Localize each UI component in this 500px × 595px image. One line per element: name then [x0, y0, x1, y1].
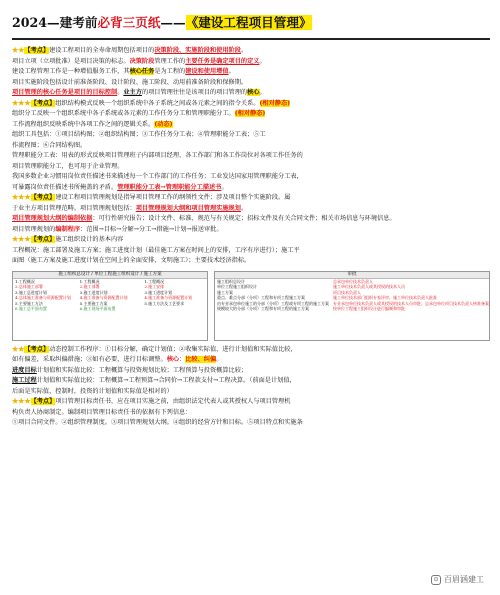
text-span: 后面是实际值，控制时，投资的计划值和实际值是相对的）	[12, 387, 173, 395]
figure-row	[12, 271, 490, 341]
text-span: 。	[240, 204, 248, 212]
content-body	[12, 46, 490, 429]
text-span: 建设工程项目的全寿命周期包括项目的	[49, 47, 155, 54]
text-line	[12, 376, 490, 387]
text-span: 施工过程	[12, 377, 37, 384]
text-span: ——	[160, 15, 186, 30]
text-span: 2.总体施工部署	[15, 284, 43, 289]
text-span: 组织结构模式反映一个组织系统中各子系统之间或各元素之间的指令关系。	[55, 99, 260, 107]
text-span: 计划值和实际值比较：工程概算→工程预算→合同价→工程款支付→工程决算。（前面是计划值，	[36, 377, 296, 384]
approval-table	[214, 271, 490, 341]
construction-org-design-table	[12, 271, 208, 341]
text-span: 项目管理职能分工，也可用于企业管理。	[12, 162, 124, 170]
text-line	[12, 78, 490, 89]
text-line	[12, 141, 490, 152]
text-line	[12, 183, 490, 194]
text-span: 2.施工安排	[144, 284, 165, 289]
text-line	[12, 214, 490, 225]
text-span: 2024—建考前	[12, 15, 98, 30]
text-span: 我国多数企业习惯用岗位责任描述书来描述每一个工作部门的工作任务；工业发达国家用管理职能分工表，	[12, 173, 303, 180]
text-line	[12, 235, 490, 246]
text-span: 6.施工现场平面布置	[79, 306, 116, 311]
text-line	[12, 397, 490, 408]
text-span: 。	[221, 183, 228, 191]
text-span: ★★★	[12, 236, 31, 243]
text-span: 管理职能分工表→管理职能分工描述书	[117, 183, 222, 191]
text-line	[12, 345, 490, 356]
text-span: (相对静态)	[234, 110, 266, 117]
text-span: 施工组织总设计 / 单位工程施工组织设计 / 施工方案	[13, 272, 207, 279]
text-span: 项目管理的核心任务是项目的目标控制	[12, 89, 118, 96]
text-span: ★★	[12, 47, 25, 54]
text-span: 构负责人协商制定。编制项目管理目标责任书的依据有下列信息：	[12, 408, 192, 416]
text-span: 编制程序	[55, 225, 81, 233]
table-grid	[13, 279, 207, 312]
text-span	[142, 306, 207, 312]
text-line	[12, 256, 490, 267]
text-span: 工作流程组织反映系统中各项工作之间的逻辑关系。	[12, 120, 155, 128]
text-span: 面图（施工方案及施工进度计划在空间上的全面安排，文明施工）；主要技术经济指标。	[12, 257, 251, 264]
text-span: 2.施工部署	[79, 284, 100, 289]
text-line	[12, 67, 490, 78]
text-span: 项目管理规划大纲的编制依据	[12, 215, 93, 222]
text-line	[12, 172, 490, 183]
text-line	[12, 151, 490, 162]
text-span: 。	[240, 47, 248, 54]
text-span: 总承包单位技术负责人	[333, 278, 373, 284]
text-span: 【考点】	[30, 236, 56, 243]
text-span: 4.施工准备与资源配置计划	[79, 295, 128, 300]
text-span: 【考点】	[24, 345, 50, 353]
text-line	[12, 246, 490, 257]
text-span: 决策阶段	[129, 57, 155, 65]
text-span: 3.施工总进度计划	[15, 289, 47, 295]
text-line	[12, 225, 490, 236]
text-span: 专业承包单位技术负责人或其授权的技术人员审批；总承包单位项目技术负责人核准备案	[333, 300, 489, 306]
text-span: 管理职能分工表：用表的形式反映项目管理班子内部项目经理、各工作部门和各工作岗位对各项工作任务的	[12, 152, 303, 159]
text-span: 。	[259, 57, 266, 65]
text-line	[12, 193, 490, 204]
text-span: 必背三页纸	[97, 15, 161, 30]
text-span: 。	[117, 89, 124, 96]
text-span: 5.主要施工方案	[79, 300, 108, 306]
text-span: 单位工程施工组织设计	[217, 284, 257, 289]
text-line	[12, 418, 490, 429]
text-span: 核心	[166, 356, 180, 363]
text-line	[12, 120, 490, 131]
text-span: 按单位工程施工组织设计进行编制和审批	[333, 306, 405, 311]
text-span: 规模较大的分部（分项）工程和专项工程的施工方案	[217, 306, 309, 311]
table-grid	[215, 279, 489, 312]
text-span: ：	[179, 356, 186, 363]
text-span: 业主方	[123, 89, 142, 96]
text-span: 项目管理目标责任书，应在项目实施之前，由组织法定代表人或其授权人与项目管理机	[55, 398, 291, 405]
text-span: 项目管理规划的	[12, 225, 56, 233]
text-span: 建设和使用增值	[185, 68, 229, 75]
text-span: 于业主方项目管理范畴。项目管理规划包括：	[12, 204, 136, 212]
text-span: 计划值和实际值比较：工程概算与投资规划比较；工程预算与投资概算比较；	[36, 366, 248, 374]
text-span: ：可行性研究报告；设计文件、标准、规范与有关规定；招标文件及有关合同文件；相关市场信息与环境信息。	[92, 215, 396, 222]
text-span: 施工单位技术负责人或其授权的技术人员	[333, 284, 405, 289]
text-span: 作流程图；⑥合同结构图。	[12, 141, 87, 149]
text-line	[12, 109, 490, 120]
text-span: 。	[216, 356, 223, 363]
text-span: 如有偏差，采取纠偏措施；③如有必要，进行目标调整。	[12, 356, 167, 363]
text-line	[12, 88, 490, 99]
text-span: 比较、纠偏	[185, 356, 217, 363]
text-span: ★★	[12, 345, 25, 353]
text-span: 是为工程的	[154, 68, 186, 75]
text-span: 1.工程概况	[144, 278, 165, 284]
text-span: 组织工具包括：①项目结构图；②组织结构图；③工作任务分工表；④管理职能分工表；⑤工	[12, 131, 266, 138]
text-span: 工程概况：施工部署及施工方案；施工进度计划（最佳施工方案在时间上的安排，工序有序进行）；施工平	[12, 246, 300, 254]
text-span: 核心	[247, 89, 260, 96]
text-line	[12, 46, 490, 57]
text-span: 项目立项（立项批准）是项目决策的标志。	[12, 57, 130, 65]
text-span: 项目实施阶段包括设计前准备阶段、设计阶段、施工阶段、动用前准备阶段和保修期。	[12, 78, 248, 86]
text-span: 动态控制工作程序：①目标分解，确定计划值；②收集实际值，进行计划值和实际值比较，	[49, 345, 297, 353]
text-span: 组织分工反映一个组织系统中各子系统或各元素的工作任务分工和管理职能分工。	[12, 110, 235, 117]
text-span: 【考点】	[24, 47, 50, 54]
text-span: 由专业承包单位施工的分部（分项）工程或专项工程的施工方案	[217, 300, 329, 306]
text-line	[12, 162, 490, 173]
text-span: (相对静态)	[259, 99, 291, 107]
text-span: 决策阶段、实施阶段和使用阶段	[154, 47, 241, 54]
text-span: 审批	[215, 272, 489, 279]
text-span: 施工组织总设计	[217, 278, 245, 284]
text-line	[12, 408, 490, 419]
text-span: 。	[228, 68, 235, 75]
text-line	[12, 99, 490, 110]
text-span: ★★★	[12, 398, 31, 405]
text-span: 核心任务	[129, 68, 155, 75]
text-span: 的项目管理往往是该项目的项目管理的	[141, 89, 248, 96]
text-line	[12, 355, 490, 366]
text-span: 3.施工进度计划	[144, 289, 173, 295]
text-line	[12, 204, 490, 215]
watermark	[431, 574, 484, 585]
page-title	[12, 14, 490, 32]
text-span: 施工方案	[217, 289, 233, 295]
text-span: 【考点】	[30, 99, 56, 107]
text-span: 建设工程项目管理规划是指导项目管理工作的纲领性文件；涉及项目整个实施阶段。属	[55, 194, 291, 201]
text-span: 建设工程管理工作是一种增值服务工作，其	[12, 68, 130, 75]
text-span: (动态)	[154, 120, 173, 128]
text-span: 5.施工方法及工艺要求	[144, 300, 185, 306]
text-line	[12, 366, 490, 377]
document-page	[12, 14, 490, 588]
text-span: ★★★	[12, 99, 31, 107]
text-line	[12, 387, 490, 398]
text-span: 5.主要施工方法	[15, 300, 43, 306]
text-span: 项目技术负责人	[333, 289, 361, 295]
title-rule	[12, 38, 490, 40]
text-span: 《建设工程项目管理》	[185, 15, 312, 30]
text-span: 主要任务是确定项目的定义	[185, 57, 260, 65]
text-span: 管理工作的	[154, 57, 186, 65]
text-span: ★★★	[12, 194, 31, 201]
text-span: 4.施工准备与资源配置计划	[144, 295, 193, 300]
text-line	[12, 130, 490, 141]
text-span: 项目管理规划大纲和项目管理实施规划	[135, 204, 241, 212]
text-span: 。	[259, 89, 266, 96]
account-icon: ⊙	[431, 575, 441, 585]
text-span: 3.施工进度计划	[79, 289, 108, 295]
text-span: 重点、难点分部（分项）工程和专项工程施工方案	[217, 295, 305, 300]
text-span: ①项目合同文件。②组织管理制度。③项目管理规划大纲。④组织的经营方针和目标。⑤项目特点和实施条	[12, 419, 303, 426]
text-span: 6.施工总平面布置	[15, 306, 47, 311]
text-span: 4.总体施工准备与资源配置计划	[15, 295, 71, 300]
text-span: 【考点】	[30, 194, 56, 201]
text-span: 施工组织设计的基本内容	[55, 236, 124, 243]
text-span: 【考点】	[30, 398, 56, 405]
text-line	[12, 57, 490, 68]
text-span: ：范围→目标→分解→分工→措施→计划→报送审批。	[80, 225, 223, 233]
text-span: 1.工程概况	[15, 278, 35, 284]
text-span: 施工单位技术部门组织专家评审，施工单位技术负责人批准	[333, 295, 437, 300]
text-span: 进度目标	[12, 366, 37, 374]
text-span: 百眉涵建工	[444, 575, 484, 584]
text-span: 可暴露岗位责任描述书所掩盖的矛盾。	[12, 183, 118, 191]
text-span: 1.工程概况	[79, 278, 100, 284]
